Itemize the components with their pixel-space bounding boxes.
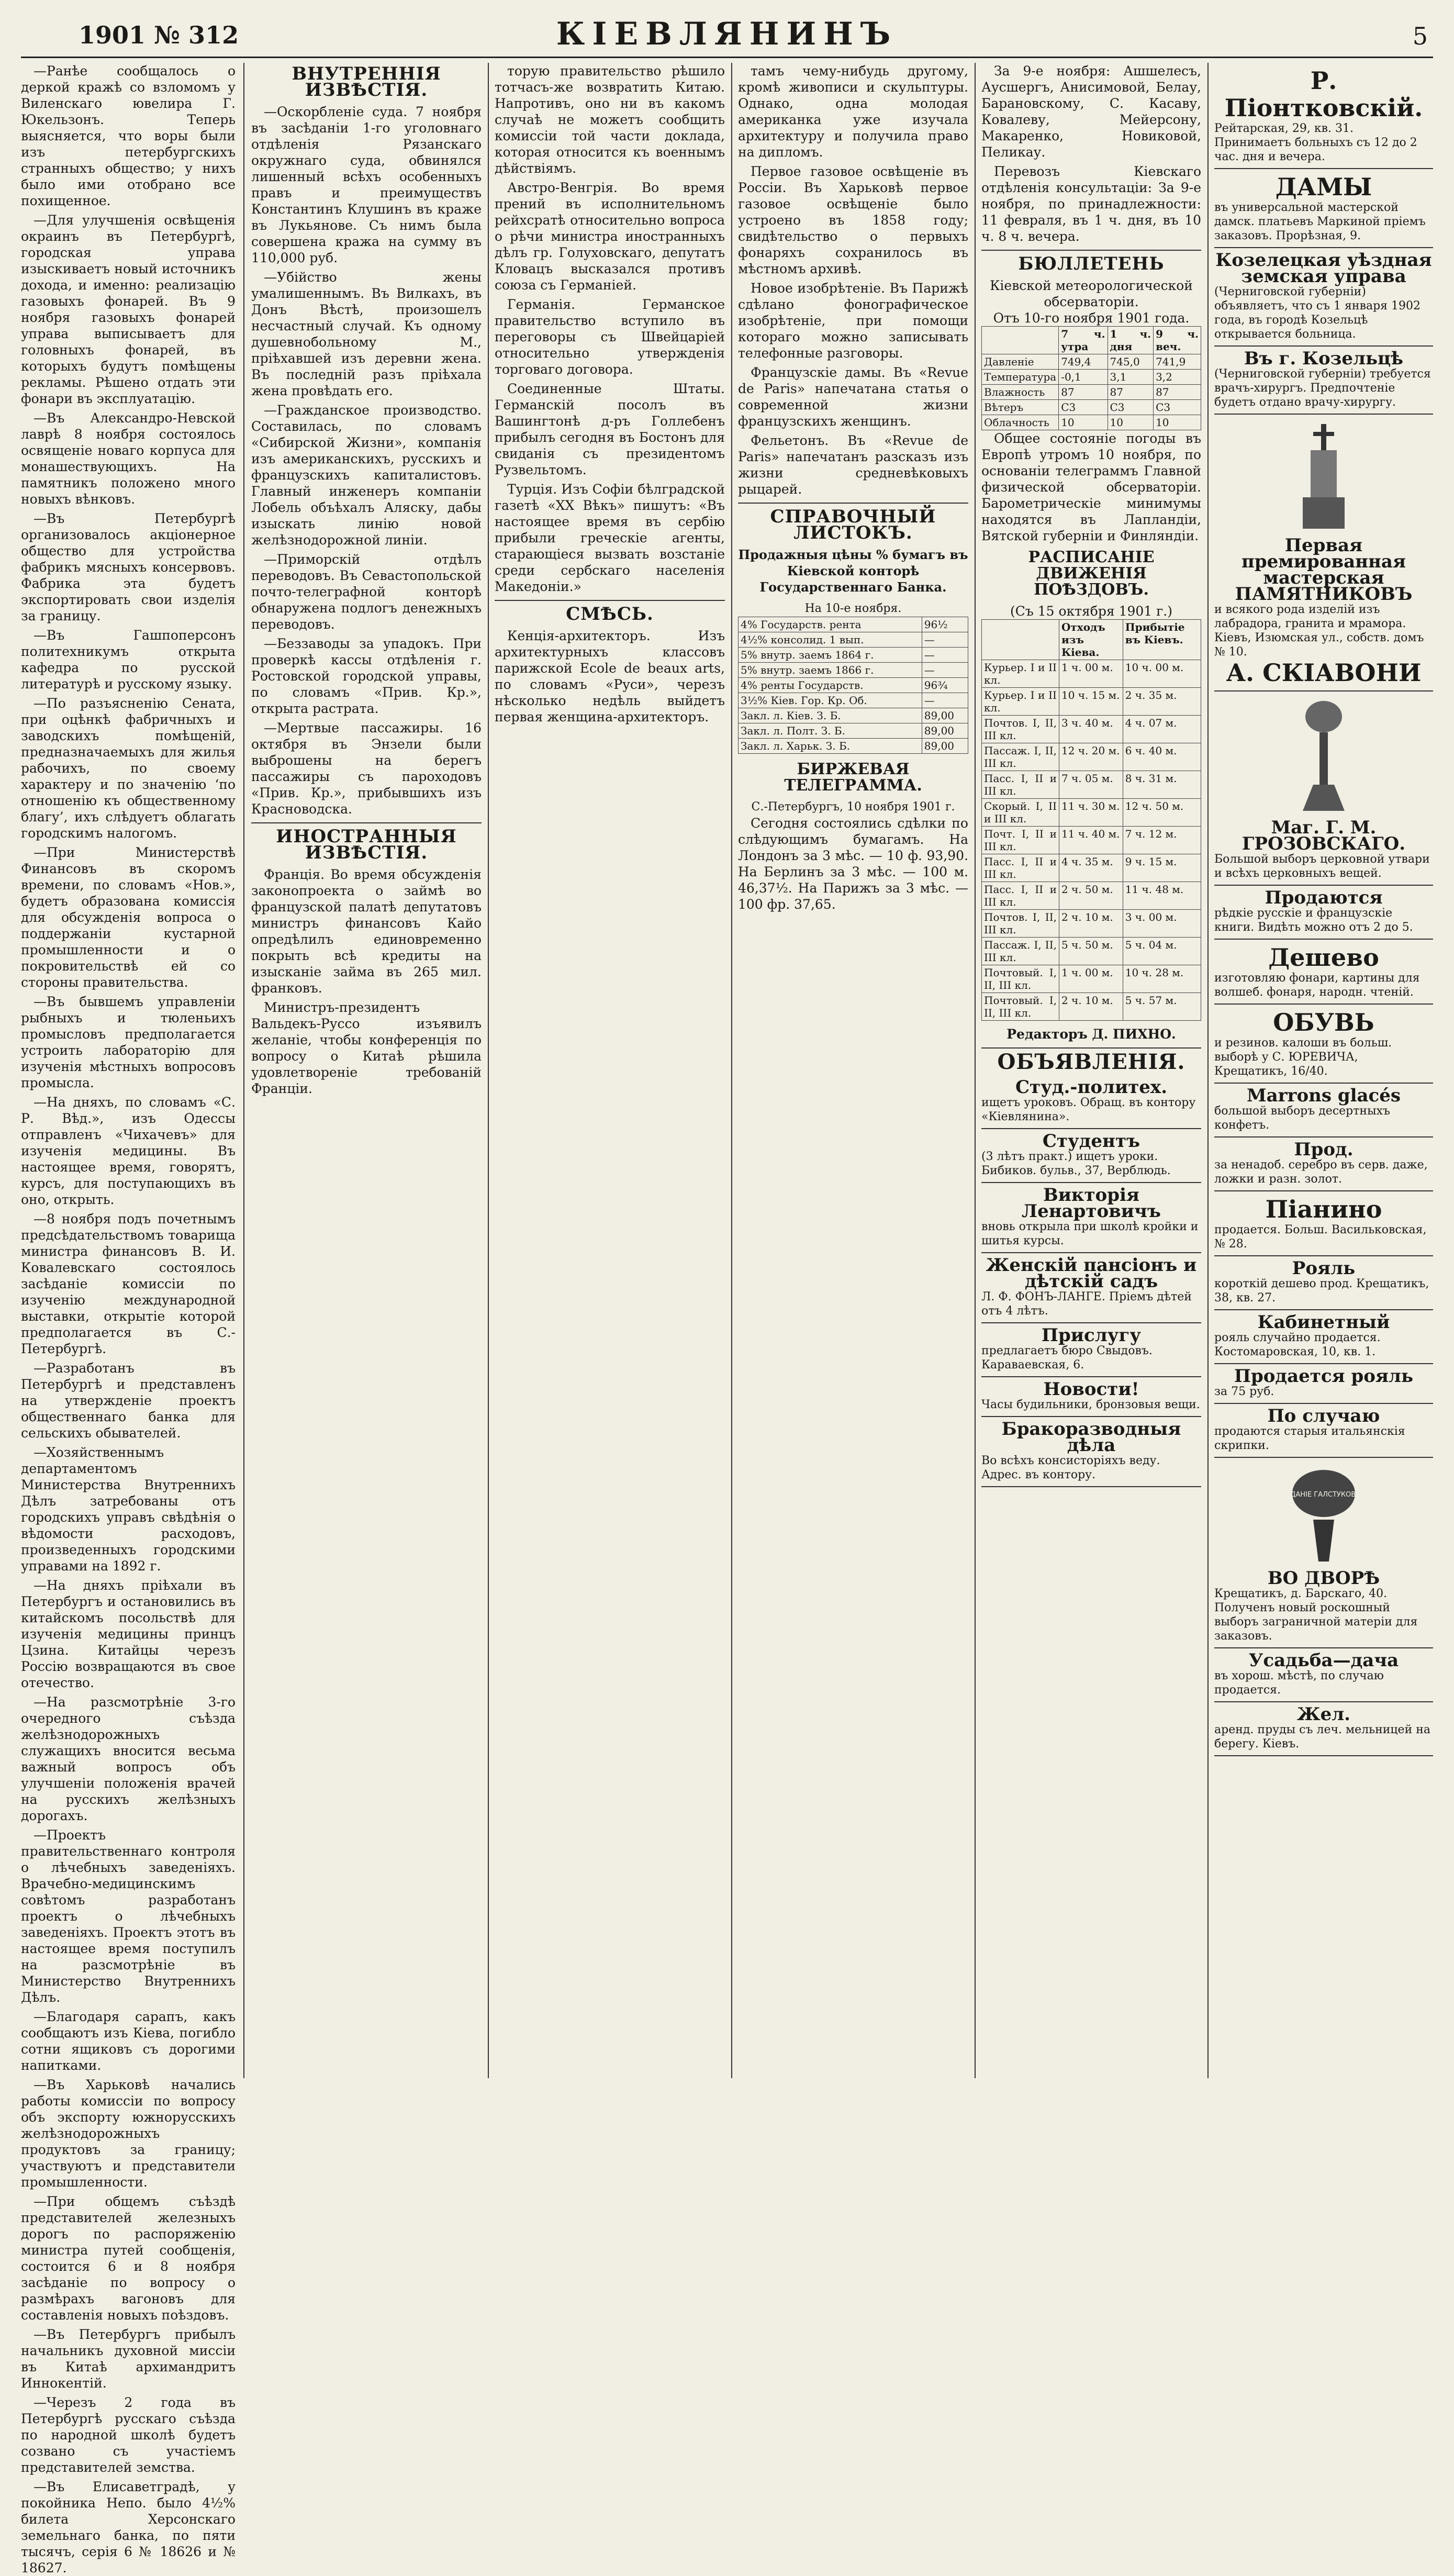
schedule-cell: 6 ч. 40 м. xyxy=(1123,743,1201,771)
train-schedule-table xyxy=(981,619,1201,1021)
classified-ad xyxy=(981,1323,1201,1377)
column-divider xyxy=(243,63,244,2078)
schedule-cell: 7 ч. 12 м. xyxy=(1123,827,1201,854)
schedule-row xyxy=(982,910,1201,938)
ad-headline: Студентъ xyxy=(1042,1131,1140,1152)
ad-text: рѣдкіе русскіе и французскіе книги. Видѣть можно отъ 2 до 5. xyxy=(1214,907,1413,934)
weather-header-cell: 7 ч. утра xyxy=(1059,327,1108,354)
section-divider xyxy=(981,250,1201,251)
schedule-cell: 7 ч. 05 м. xyxy=(1059,771,1123,799)
weather-cell: 741,9 xyxy=(1154,354,1201,370)
schedule-row xyxy=(982,938,1201,965)
schedule-title: РАСПИСАНІЕ ДВИЖЕНІЯ ПОѢЗДОВЪ. xyxy=(1028,548,1155,599)
ad-headline: Прислугу xyxy=(1041,1325,1142,1346)
news-paragraph: —Хозяйственнымъ департаментомъ Министерства Внутреннихъ Дѣлъ затребованы отъ городскихъ управъ свѣдѣнія о вѣдомости расходовъ, произведенныхъ городскими управами на 1892 г. xyxy=(21,1445,236,1574)
church-vessel-illustration xyxy=(1282,696,1366,816)
ad-block xyxy=(1214,415,1433,692)
rate-row xyxy=(739,739,968,754)
rate-row xyxy=(739,678,968,693)
schedule-cell: 3 ч. 40 м. xyxy=(1059,716,1123,743)
schedule-cell: 10 ч. 28 м. xyxy=(1123,965,1201,993)
rate-row xyxy=(739,648,968,663)
schedule-row xyxy=(982,827,1201,854)
rate-name: 4% Государств. рента xyxy=(739,617,922,632)
ad-text: продаются старыя итальянскія скрипки. xyxy=(1214,1425,1405,1452)
ad-text: Большой выборъ церковной утвари и всѣхъ церковныхъ вещей. xyxy=(1214,853,1430,880)
telegram-text: Сегодня состоялись сдѣлки по слѣдующимъ бумагамъ. На Лондонъ за 3 мѣс. — 10 ф. 93,90. На Берлинъ за 3 мѣс. — 100 м. 46,37½. На Парижъ за 3 мѣс. — 100 фр. 37,65. xyxy=(738,816,968,912)
schedule-cell: 3 ч. 00 м. xyxy=(1123,910,1201,938)
schedule-row xyxy=(982,965,1201,993)
rate-row xyxy=(739,708,968,723)
rate-name: 5% внутр. заемъ 1864 г. xyxy=(739,648,922,663)
schedule-cell: 2 ч. 35 м. xyxy=(1123,688,1201,716)
ad-headline: ОБУВЬ xyxy=(1273,1008,1374,1036)
schedule-cell: 8 ч. 31 м. xyxy=(1123,771,1201,799)
news-paragraph: —Беззаводы за упадокъ. При проверкѣ кассы отдѣленія г. Ростовской городской управы, по словамъ «Прив. Кр.», открыта растрата. xyxy=(251,636,482,716)
ad-block xyxy=(1214,347,1433,415)
ad-text: за 75 руб. xyxy=(1214,1385,1274,1398)
weather-cell: С3 xyxy=(1059,400,1108,415)
ad-block xyxy=(1214,1256,1433,1310)
schedule-header-cell: Отходъ изъ Кіева. xyxy=(1059,620,1123,660)
classified-ad xyxy=(981,1129,1201,1183)
ad-block xyxy=(1214,1084,1433,1138)
news-paragraph: —По разъясненію Сената, при оцѣнкѣ фабричныхъ и заводскихъ помѣщеній, предназначаемыхъ для жилья рабочихъ, по своему характеру и по значенію ‘по отношенію къ общественному благу’, ихъ слѣдуетъ облагать городскимъ налогомъ. xyxy=(21,696,236,841)
section-title-foreign: ИНОСТРАННЫЯ ИЗВѢСТІЯ. xyxy=(276,826,457,863)
rate-price: — xyxy=(922,693,968,708)
schedule-cell: 5 ч. 50 м. xyxy=(1059,938,1123,965)
news-paragraph: —Оскорбленіе суда. 7 ноября въ засѣданіи 1-го уголовнаго отдѣленія Рязанскаго окружнаго суда, обвинялся лишенный всѣхъ особенныхъ правъ и преимуществъ Константинъ Клушинъ въ краже въ Лукьянове. Съ нимъ была совершена кража на сумму въ 110,000 руб. xyxy=(251,104,482,265)
weather-cell: Давленіе xyxy=(982,354,1059,370)
section-title-reference: СПРАВОЧНЫЙ ЛИСТОКЪ. xyxy=(770,506,936,543)
news-paragraph: —Ранѣе сообщалось о деркой кражѣ со взломомъ у Виленскаго ювелира Г. Юкельзонъ. Теперь выясняется, что воры были изъ петербургскихъ странныхъ общество; у нихъ было ими отобрано все похищенное. xyxy=(21,63,236,208)
ad-block xyxy=(1214,1458,1433,1648)
weather-cell: 10 xyxy=(1059,415,1108,430)
schedule-row xyxy=(982,688,1201,716)
ad-headline: Продается рояль xyxy=(1234,1366,1414,1387)
weather-cell: Облачность xyxy=(982,415,1059,430)
schedule-cell: 10 ч. 00 м. xyxy=(1123,660,1201,688)
weather-cell: 87 xyxy=(1059,385,1108,400)
weather-cell: 3,1 xyxy=(1108,370,1154,385)
ad-headline: По случаю xyxy=(1267,1406,1380,1426)
schedule-row xyxy=(982,716,1201,743)
schedule-cell: Курьер. I и II кл. xyxy=(982,688,1059,716)
ad-block xyxy=(1214,940,1433,1005)
weather-row xyxy=(982,370,1201,385)
schedule-cell: 5 ч. 04 м. xyxy=(1123,938,1201,965)
news-paragraph: —Убійство жены умалишеннымъ. Въ Вилкахъ, въ Донъ Вѣстѣ, произошелъ несчастный случай. Къ одному душевнобольному М., пріѣхавшей изъ деревни жена. Въ последній разъ пріѣхала жена провѣдать его. xyxy=(251,270,482,398)
rates-table xyxy=(738,617,968,754)
rate-name: 5% внутр. заемъ 1866 г. xyxy=(739,663,922,678)
news-paragraph: торую правительство рѣшило тотчасъ-же возвратить Китаю. Напротивъ, оно ни въ какомъ случаѣ не можетъ сообщить комиссіи той части доклада, которая относится къ военнымъ дѣйствіямъ. xyxy=(495,63,725,176)
schedule-cell: 2 ч. 50 м. xyxy=(1059,882,1123,910)
schedule-row xyxy=(982,743,1201,771)
schedule-row xyxy=(982,854,1201,882)
news-paragraph: —Въ Елисаветградѣ, у покойника Непо. было 4½% билета Херсонскаго земельнаго банка, по пяти тысячъ, серія 6 № 18626 и № 18627. xyxy=(21,2479,236,2575)
news-paragraph: Первое газовое освѣщеніе въ Россіи. Въ Харьковѣ первое газовое освѣщеніе было устроено въ 1858 году; свидѣтельство о первыхъ фонаряхъ сохранилось въ мѣстномъ архивѣ. xyxy=(738,164,968,276)
rates-title: Продажныя цѣны % бумагъ въ Кіевской конторѣ Государственнаго Банка. xyxy=(738,547,968,595)
ad-text: въ хорош. мѣстѣ, по случаю продается. xyxy=(1214,1669,1384,1697)
news-paragraph: —Въ Петербургъ прибылъ начальникъ духовной миссіи въ Китаѣ архимандритъ Иннокентій. xyxy=(21,2327,236,2391)
ad-headline: Первая премированная мастерская ПАМЯТНИКОВЪ xyxy=(1235,535,1413,605)
ad-text: продается. Больш. Васильковская, № 28. xyxy=(1214,1223,1427,1251)
ad-text: Рейтарская, 29, кв. 31. Принимаетъ больныхъ съ 12 до 2 час. дня и вечера. xyxy=(1214,122,1417,163)
schedule-row xyxy=(982,799,1201,827)
rate-name: 4% ренты Государств. xyxy=(739,678,922,693)
telegram-title: БИРЖЕВАЯ ТЕЛЕГРАММА. xyxy=(784,760,922,795)
bulletin-title: БЮЛЛЕТЕНЬ xyxy=(1018,253,1165,274)
ad-headline: Викторія Ленартовичъ xyxy=(1022,1185,1161,1222)
weather-cell: 10 xyxy=(1154,415,1201,430)
ad-headline: А. СКІАВОНИ xyxy=(1226,659,1422,687)
ad-block xyxy=(1214,692,1433,886)
ad-text: вновь открыла при школѣ кройки и шитья курсы. xyxy=(981,1220,1199,1247)
schedule-cell: 11 ч. 30 м. xyxy=(1059,799,1123,827)
news-paragraph: —Гражданское производство. Составилась, по словамъ «Сибирской Жизни», компанія изъ американскихъ, русскихъ и французскихъ капиталистовъ. Главный инженеръ компаніи Лобель объѣхалъ Аляску, дабы изыскать линію новой желѣзнодорожной линіи. xyxy=(251,403,482,548)
schedule-row xyxy=(982,882,1201,910)
schedule-cell: Пассаж. I, II, III кл. xyxy=(982,938,1059,965)
ad-headline: Продаются xyxy=(1265,887,1383,908)
ad-block xyxy=(1214,169,1433,248)
column-divider xyxy=(1207,63,1209,2078)
weather-cell: Влажность xyxy=(982,385,1059,400)
rate-price: 89,00 xyxy=(922,723,968,739)
schedule-cell: Пасс. I, II и III кл. xyxy=(982,882,1059,910)
editor-line: Редакторъ Д. ПИХНО. xyxy=(1006,1027,1176,1042)
ad-text: въ универсальной мастерской дамск. платьевъ Маркиной пріемъ заказовъ. Прорѣзная, 9. xyxy=(1214,201,1426,242)
classified-ad xyxy=(981,1417,1201,1487)
news-paragraph: Новое изобрѣтеніе. Въ Парижѣ сдѣлано фонографическое изобрѣтеніе, при помощи котораго можно записывать телефонные разговоры. xyxy=(738,281,968,361)
ad-text: предлагаетъ бюро Свыдовъ. Караваевская, 6. xyxy=(981,1344,1153,1371)
schedule-cell: Пасс. I, II и III кл. xyxy=(982,771,1059,799)
tie-badge-illustration xyxy=(1284,1462,1363,1567)
news-paragraph: —Въ Гашпоперсонъ политехникумъ открыта кафедра по русской литературѣ и русскому языку. xyxy=(21,628,236,692)
ad-headline: Р. Піонтковскій. xyxy=(1224,66,1423,122)
column-6 xyxy=(1214,63,1433,2078)
rate-price: 89,00 xyxy=(922,708,968,723)
column-3 xyxy=(495,63,725,2078)
schedule-cell: Курьер. I и II кл. xyxy=(982,660,1059,688)
news-paragraph: —На дняхъ пріѣхали въ Петербургъ и остановились въ китайскомъ посольствѣ для изученія медицины принцъ Цзина. Китайцы черезъ Россію возвращаются въ свое отечество. xyxy=(21,1578,236,1690)
ad-text: и всякого рода изделій изъ лабрадора, гранита и мрамора. Кіевъ, Изюмская ул., собств. домъ № 10. xyxy=(1214,603,1424,659)
ad-block xyxy=(1214,1310,1433,1364)
weather-cell: 749,4 xyxy=(1059,354,1108,370)
ad-text: Во всѣхъ консисторіяхъ веду. Адрес. въ контору. xyxy=(981,1454,1160,1481)
schedule-cell: Почтов. I, II, III кл. xyxy=(982,716,1059,743)
schedule-cell: 4 ч. 07 м. xyxy=(1123,716,1201,743)
schedule-row xyxy=(982,771,1201,799)
newspaper-title: КІЕВЛЯНИНЪ xyxy=(556,16,898,52)
ad-text: Часы будильники, бронзовыя вещи. xyxy=(981,1398,1200,1411)
ad-headline: Прод. xyxy=(1294,1139,1354,1160)
ad-block xyxy=(1214,1191,1433,1256)
column-5 xyxy=(981,63,1201,2078)
news-paragraph: Турція. Изъ Софіи бѣлградской газетѣ «XX Вѣкъ» пишутъ: «Въ настоящее время въ сербію прибыли греческіе агенты, старающіеся вызвать возстаніе среди сербскаго населенія Македоніи.» xyxy=(495,482,725,594)
rate-name: 4½% консолид. 1 вып. xyxy=(739,632,922,648)
header-rule xyxy=(21,57,1433,58)
ad-block xyxy=(1214,1648,1433,1702)
weather-cell: С3 xyxy=(1154,400,1201,415)
schedule-cell: Пасс. I, II и III кл. xyxy=(982,854,1059,882)
weather-cell: 87 xyxy=(1154,385,1201,400)
ad-headline: ВО ДВОРѢ xyxy=(1267,1568,1380,1589)
ad-text: изготовляю фонари, картины для волшеб. фонаря, народн. чтеній. xyxy=(1214,972,1420,999)
weather-cell: Вѣтеръ xyxy=(982,400,1059,415)
news-paragraph: —Въ Петербургѣ организовалось акціонерное общество для устройства фабрикъ мясныхъ консервовъ. Фабрика эта будетъ экспортировать свои изделія за границу. xyxy=(21,511,236,623)
rate-name: Закл. л. Полт. З. Б. xyxy=(739,723,922,739)
weather-cell: Температура xyxy=(982,370,1059,385)
section-divider xyxy=(251,822,482,823)
rate-name: Закл. л. Кіев. З. Б. xyxy=(739,708,922,723)
news-paragraph: —Въ Александро-Невской лаврѣ 8 ноября состоялось освященіе новаго корпуса для монашествующихъ. На памятникъ положено много новыхъ вѣнковъ. xyxy=(21,410,236,507)
ad-text: и резинов. калоши въ больш. выборѣ у С. ЮРЕВИЧА, Крещатикъ, 16/40. xyxy=(1214,1036,1392,1078)
ad-headline: Маг. Г. М. ГРОЗОВСКАГО. xyxy=(1242,817,1406,854)
ad-text: большой выборъ десертныхъ конфетъ. xyxy=(1214,1105,1390,1132)
ad-text: аренд. пруды съ леч. мельницей на берегу. Кіевъ. xyxy=(1214,1723,1431,1750)
news-paragraph: —На дняхъ, по словамъ «С. Р. Вѣд.», изъ Одессы отправленъ «Чихачевъ» для изученія медицины. Въ настоящее время, говорятъ, курсъ, для поступающихъ въ оно, открыть. xyxy=(21,1095,236,1207)
weather-header-cell: 1 ч. дня xyxy=(1108,327,1154,354)
section-divider xyxy=(495,600,725,601)
ad-headline: Піанино xyxy=(1265,1195,1382,1223)
schedule-cell: Скорый. I, II и III кл. xyxy=(982,799,1059,827)
ad-headline: Усадьба—дача xyxy=(1248,1650,1399,1671)
masthead xyxy=(21,16,1433,58)
schedule-cell: 2 ч. 10 м. xyxy=(1059,910,1123,938)
ad-block xyxy=(1214,1005,1433,1084)
ad-headline: Новости! xyxy=(1043,1379,1139,1400)
ad-text: (Черниговской губерніи) объявляетъ, что съ 1 января 1902 года, въ городѣ Козельцѣ открывается больница. xyxy=(1214,285,1421,341)
weather-row xyxy=(982,354,1201,370)
news-paragraph: —При Министерствѣ Финансовъ въ скоромъ времени, по словамъ «Нов.», будетъ образована комиссія для обсужденія вопроса о поддержаніи кустарной промышленности и о покровительствѣ ей со стороны правительства. xyxy=(21,845,236,990)
rate-row xyxy=(739,663,968,678)
news-paragraph: За 9-е ноября: Ашшелесъ, Аусшергъ, Анисимовой, Белау, Барановскому, С. Касаву, Ковалеву, Мейерсону, Макаренко, Новиковой, Пеликау. xyxy=(981,63,1201,160)
weather-table xyxy=(981,326,1201,430)
page-number: 5 xyxy=(1412,22,1428,50)
news-paragraph: Перевозъ Кіевскаго отдѣленія консультаціи: За 9-е ноября, по принадлежности: 11 февраля, въ 1 ч. дня, въ 10 ч. 8 ч. вечера. xyxy=(981,164,1201,244)
schedule-cell: Почтов. I, II, III кл. xyxy=(982,910,1059,938)
ad-headline: Козелецкая уѣздная земская управа xyxy=(1215,250,1432,287)
schedule-cell: 11 ч. 48 м. xyxy=(1123,882,1201,910)
weather-header-cell xyxy=(982,327,1059,354)
weather-cell: 745,0 xyxy=(1108,354,1154,370)
section-title-domestic: ВНУТРЕННІЯ ИЗВѢСТІЯ. xyxy=(292,63,441,101)
ad-headline: Кабинетный xyxy=(1257,1312,1390,1333)
rate-name: Закл. л. Харьк. З. Б. xyxy=(739,739,922,754)
news-paragraph: —Благодаря сарапъ, какъ сообщаютъ изъ Кіева, погибло сотни ящиковъ съ дорогими напитками. xyxy=(21,2009,236,2073)
issue-date: 1901 № 312 xyxy=(79,21,239,49)
news-paragraph: Германія. Германское правительство вступило въ переговоры съ Швейцаріей относительно утвержденія торговаго договора. xyxy=(495,297,725,377)
ad-block xyxy=(1214,248,1433,347)
weather-cell: -0,1 xyxy=(1059,370,1108,385)
news-paragraph: Французскіе дамы. Въ «Revue de Paris» напечатана статья о современной жизни французскихъ женщинъ. xyxy=(738,365,968,429)
ad-headline: Дешево xyxy=(1268,943,1379,972)
classified-ads xyxy=(981,1075,1201,1487)
rate-row xyxy=(739,632,968,648)
ad-headline: Рояль xyxy=(1292,1258,1356,1279)
schedule-cell: 12 ч. 20 м. xyxy=(1059,743,1123,771)
weather-row xyxy=(982,415,1201,430)
news-paragraph: —Разработанъ въ Петербургѣ и представленъ на утвержденіе проектъ общественнаго банка для сельскихъ обывателей. xyxy=(21,1361,236,1441)
column-1 xyxy=(21,63,236,2575)
ad-headline: Marrons glacés xyxy=(1246,1085,1401,1106)
ad-headline: Женскій пансіонъ и дѣтскій садъ xyxy=(986,1255,1197,1292)
ad-headline: Жел. xyxy=(1296,1704,1351,1725)
schedule-cell: Пассаж. I, II, III кл. xyxy=(982,743,1059,771)
schedule-cell: 1 ч. 00 м. xyxy=(1059,965,1123,993)
news-paragraph: —Мертвые пассажиры. 16 октября въ Энзели были выброшены на берегъ пассажиры съ пароходовъ «Прив. Кр.», прибывшихъ изъ Красноводска. xyxy=(251,720,482,817)
rate-price: 89,00 xyxy=(922,739,968,754)
bulletin-subtitle: Кіевской метеорологической обсерваторіи. xyxy=(990,278,1193,309)
rate-price: — xyxy=(922,663,968,678)
weather-header-cell: 9 ч. веч. xyxy=(1154,327,1201,354)
rate-row xyxy=(739,617,968,632)
monument-illustration xyxy=(1282,419,1366,534)
rate-price: — xyxy=(922,632,968,648)
news-paragraph: —При общемъ съѣздѣ представителей железныхъ дорогъ по распоряженію министра путей сообщенія, состоится 6 и 8 ноября засѣданіе по вопросу о размѣрахъ вагоновъ для составленія новыхъ поѣздовъ. xyxy=(21,2194,236,2323)
ad-headline: Бракоразводныя дѣла xyxy=(1001,1419,1181,1456)
classified-ad xyxy=(981,1377,1201,1417)
news-paragraph: —Приморскій отдѣлъ переводовъ. Въ Севастопольской почто-телеграфной конторѣ обнаружена подлогъ денежныхъ переводовъ. xyxy=(251,552,482,632)
weather-cell: 3,2 xyxy=(1154,370,1201,385)
newspaper-page xyxy=(21,16,1433,2575)
column-divider xyxy=(731,63,732,2078)
news-paragraph: —Черезъ 2 года въ Петербургѣ русскаго съѣзда по народной школѣ будетъ созвано съ участіемъ представителей земства. xyxy=(21,2395,236,2475)
news-paragraph: —Въ Харьковѣ начались работы комиссіи по вопросу объ экспорту южнорусскихъ желѣзнодорожныхъ продуктовъ за границу; участвуютъ и представители промышленности. xyxy=(21,2077,236,2190)
ad-block xyxy=(1214,886,1433,940)
column-divider xyxy=(488,63,489,2078)
schedule-cell: 5 ч. 57 м. xyxy=(1123,993,1201,1021)
ad-text: за ненадоб. серебро въ серв. даже, ложки и разн. золот. xyxy=(1214,1158,1428,1186)
ad-block xyxy=(1214,1364,1433,1404)
rate-price: 96¾ xyxy=(922,678,968,693)
news-paragraph: Фельетонъ. Въ «Revue de Paris» напечатанъ разсказъ изъ жизни средневѣковыхъ рыцарей. xyxy=(738,433,968,497)
news-paragraph: тамъ чему-нибудь другому, кромѣ живописи и скульптуры. Однако, одна молодая американка уже изучала архитектуру и получила право на дипломъ. xyxy=(738,63,968,160)
news-paragraph: —Въ бывшемъ управленіи рыбныхъ и тюленьихъ промысловъ предполагается устроить лабораторію для изученія мѣстныхъ вопросовъ промысла. xyxy=(21,994,236,1090)
bulletin-date: Отъ 10-го ноября 1901 года. xyxy=(993,310,1190,326)
ad-text: Крещатикъ, д. Барскаго, 40. Полученъ новый роскошный выборъ заграничной матеріи для заказовъ. xyxy=(1214,1587,1418,1643)
weather-row xyxy=(982,400,1201,415)
news-paragraph: Соединенные Штаты. Германскій посолъ въ Вашингтонѣ д-ръ Голлебенъ прибылъ сегодня въ Бостонъ для свиданія съ президентомъ Рузвельтомъ. xyxy=(495,381,725,477)
schedule-cell: 4 ч. 35 м. xyxy=(1059,854,1123,882)
ad-headline: ДАМЫ xyxy=(1275,173,1372,201)
schedule-cell: Почтовый. I, II, III кл. xyxy=(982,993,1059,1021)
column-divider xyxy=(975,63,976,2078)
schedule-cell: 9 ч. 15 м. xyxy=(1123,854,1201,882)
classified-ad xyxy=(981,1253,1201,1323)
schedule-cell: 12 ч. 50 м. xyxy=(1123,799,1201,827)
ad-headline: Въ г. Козельцѣ xyxy=(1244,348,1404,369)
weather-cell: 87 xyxy=(1108,385,1154,400)
ad-text: ищетъ уроковъ. Обращ. въ контору «Кіевлянина». xyxy=(981,1096,1196,1123)
column-2 xyxy=(251,63,482,2078)
rates-date: На 10-е ноября. xyxy=(804,602,902,615)
schedule-row xyxy=(982,993,1201,1021)
news-paragraph: Австро-Венгрія. Во время прений въ исполнительномъ рейхсратѣ относительно вопроса о рѣчи министра иностранныхъ дѣлъ гр. Голуховскаго, депутатъ Кловацъ высказался противъ союза съ Германіей. xyxy=(495,180,725,293)
ad-block xyxy=(1214,1702,1433,1756)
section-title-misc: СМѢСЬ. xyxy=(566,604,654,625)
badge-text: ЗДАНІЕ ГАЛСТУКОВЪ xyxy=(1285,1491,1362,1499)
schedule-cell: 1 ч. 00 м. xyxy=(1059,660,1123,688)
rate-name: 3½% Кіев. Гор. Кр. Об. xyxy=(739,693,922,708)
news-paragraph: —Для улучшенія освѣщенія окраинъ въ Петербургѣ, городская управа изыскиваетъ новый источникъ дохода, и именно: реализацію газовыхъ фонарей. Въ 9 ноября газовыхъ фонарей управа выписываетъ для головныхъ фонарей, въ которыхъ будутъ помѣщены рекламы. Рѣшено отдать эти фонари въ эксплуатацію. xyxy=(21,213,236,406)
schedule-cell: 2 ч. 10 м. xyxy=(1059,993,1123,1021)
schedule-header-cell xyxy=(982,620,1059,660)
weather-row xyxy=(982,385,1201,400)
ad-block xyxy=(1214,1404,1433,1458)
rate-row xyxy=(739,693,968,708)
section-divider xyxy=(738,503,968,504)
ads-title: ОБЪЯВЛЕНІЯ. xyxy=(997,1050,1185,1074)
schedule-cell: Почт. I, II и III кл. xyxy=(982,827,1059,854)
schedule-header-cell: Прибытіе въ Кіевъ. xyxy=(1123,620,1201,660)
classified-ad xyxy=(981,1075,1201,1129)
ad-text: короткій дешево прод. Крещатикъ, 38, кв. 27. xyxy=(1214,1277,1429,1304)
rate-row xyxy=(739,723,968,739)
ad-headline: Студ.-политех. xyxy=(1015,1077,1168,1098)
ad-text: Л. Ф. ФОНЪ-ЛАНГЕ. Пріемъ дѣтей отъ 4 лѣтъ. xyxy=(981,1290,1192,1318)
ad-text: рояль случайно продается. Костомаровская, 10, кв. 1. xyxy=(1214,1331,1381,1358)
schedule-cell: 11 ч. 40 м. xyxy=(1059,827,1123,854)
column-4 xyxy=(738,63,968,2078)
ad-text: (3 лѣтъ практ.) ищетъ уроки. Бибиков. бульв., 37, Верблюдь. xyxy=(981,1150,1171,1177)
schedule-cell: Почтовый. I, II, III кл. xyxy=(982,965,1059,993)
schedule-subtitle: (Съ 15 октября 1901 г.) xyxy=(1010,604,1172,619)
news-paragraph: Франція. Во время обсужденія законопроекта о займѣ во французской палатѣ депутатовъ министръ финансовъ Кайо опредѣлилъ единовременно покрыть всѣ кредиты на изысканіе займа въ 265 мил. франковъ. xyxy=(251,867,482,996)
ad-text: (Черниговской губерніи) требуется врачъ-хирургъ. Предпочтеніе будетъ отдано врачу-хирургу. xyxy=(1214,367,1431,409)
section-divider xyxy=(981,1047,1201,1049)
news-paragraph: —На разсмотрѣніе 3-го очередного съѣзда желѣзнодорожныхъ служащихъ вносится весьма важный вопросъ объ улучшеніи положенія врачей на русскихъ желѣзныхъ дорогахъ. xyxy=(21,1694,236,1823)
ad-block xyxy=(1214,1138,1433,1191)
news-paragraph: —8 ноября подъ почетнымъ предсѣдательствомъ товарища министра финансовъ В. И. Ковалевскаго состоялось засѣданіе комиссіи по изученію международной выставки, открытіе которой предполагается въ С.-Петербургѣ. xyxy=(21,1211,236,1356)
rate-price: — xyxy=(922,648,968,663)
weather-cell: С3 xyxy=(1108,400,1154,415)
classified-ad xyxy=(981,1183,1201,1253)
weather-note: Общее состояніе погоды въ Европѣ утромъ 10 ноября, по основаніи телеграммъ Главной физической обсерваторіи. Барометрическіе минимумы находятся въ Лапландіи, Вятской губерніи и Финляндіи. xyxy=(981,431,1201,543)
rate-price: 96½ xyxy=(922,617,968,632)
ad-block xyxy=(1214,63,1433,169)
news-paragraph: Кенція-архитекторъ. Изъ архитектурныхъ классовъ парижской Ecole de beaux arts, по словамъ «Руси», черезъ нѣсколько недѣль выйдетъ первая женщина-архитекторъ. xyxy=(495,628,725,724)
news-paragraph: —Проектъ правительственнаго контроля о лѣчебныхъ заведеніяхъ. Врачебно-медицинскимъ совѣтомъ разработанъ проектъ о лѣчебныхъ заведеніяхъ. Проектъ этотъ въ настоящее время поступилъ на разсмотрѣніе въ Министерство Внутреннихъ Дѣлъ. xyxy=(21,1827,236,2005)
schedule-row xyxy=(982,660,1201,688)
telegram-date: С.-Петербургъ, 10 ноября 1901 г. xyxy=(751,800,955,813)
weather-cell: 10 xyxy=(1108,415,1154,430)
news-paragraph: Министръ-президентъ Вальдекъ-Руссо изъявилъ желаніе, чтобы конференція по вопросу о Китаѣ рѣшила удовлетвореніе требованій Франціи. xyxy=(251,1000,482,1096)
schedule-cell: 10 ч. 15 м. xyxy=(1059,688,1123,716)
